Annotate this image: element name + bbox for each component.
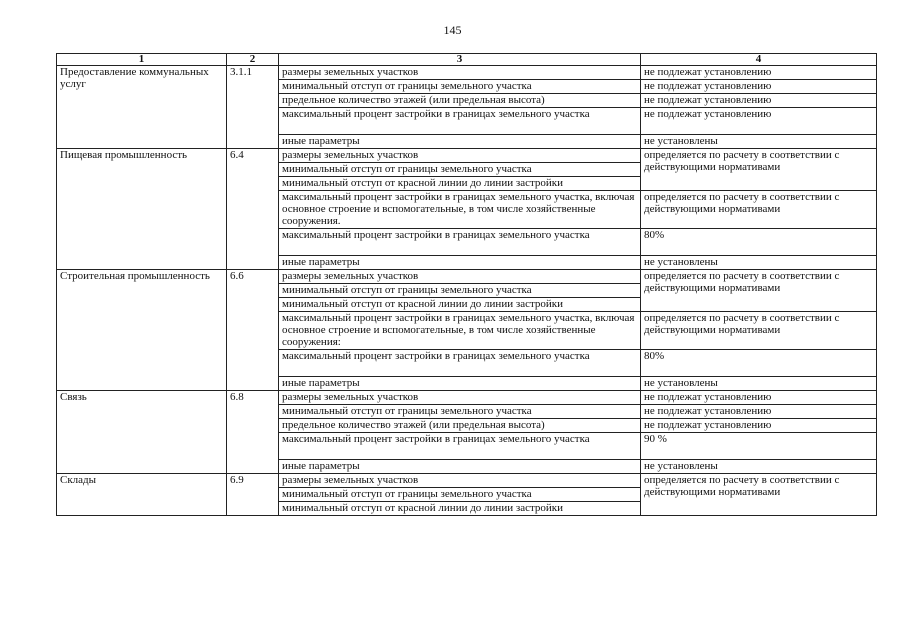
parameter-cell: предельное количество этажей (или предельная высота): [279, 419, 641, 433]
value-cell: определяется по расчету в соответствии с действующими нормативами: [641, 191, 877, 229]
parameter-cell: минимальный отступ от красной линии до линии застройки: [279, 502, 641, 516]
use-type-name: Пищевая промышленность: [57, 149, 227, 270]
header-row: [57, 54, 877, 66]
table-row: [57, 270, 877, 284]
value-cell: не подлежат установлению: [641, 405, 877, 419]
use-type-name: Связь: [57, 391, 227, 474]
parameter-cell: минимальный отступ от границы земельного участка: [279, 80, 641, 94]
parameter-cell: иные параметры: [279, 256, 641, 270]
value-cell: определяется по расчету в соответствии с действующими нормативами: [641, 312, 877, 350]
use-type-code: 6.8: [227, 391, 279, 474]
parameter-cell: иные параметры: [279, 377, 641, 391]
table-row: [57, 66, 877, 80]
value-cell: не подлежат установлению: [641, 419, 877, 433]
value-cell: 80%: [641, 350, 877, 377]
column-header: 3: [279, 54, 641, 66]
parameter-cell: размеры земельных участков: [279, 270, 641, 284]
parameter-cell: размеры земельных участков: [279, 66, 641, 80]
value-cell: не установлены: [641, 135, 877, 149]
land-use-parameters-table: [56, 53, 877, 516]
column-header: 4: [641, 54, 877, 66]
use-type-name: Строительная промышленность: [57, 270, 227, 391]
parameter-cell: минимальный отступ от границы земельного участка: [279, 488, 641, 502]
parameter-cell: максимальный процент застройки в границах земельного участка, включая основное строение и вспомогательные, в том числе хозяйственные сооружения.: [279, 191, 641, 229]
page-number: 145: [443, 23, 462, 37]
parameter-cell: максимальный процент застройки в границах земельного участка: [279, 350, 641, 377]
parameter-cell: предельное количество этажей (или предельная высота): [279, 94, 641, 108]
parameter-cell: иные параметры: [279, 460, 641, 474]
use-type-code: 3.1.1: [227, 66, 279, 149]
parameter-cell: максимальный процент застройки в границах земельного участка: [279, 229, 641, 256]
parameter-cell: максимальный процент застройки в границах земельного участка, включая основное строение и вспомогательные, в том числе хозяйственные сооружения:: [279, 312, 641, 350]
use-type-name: Предоставление коммунальных услуг: [57, 66, 227, 149]
value-cell: не подлежат установлению: [641, 66, 877, 80]
parameter-cell: минимальный отступ от красной линии до линии застройки: [279, 177, 641, 191]
parameter-cell: максимальный процент застройки в границах земельного участка: [279, 108, 641, 135]
parameter-cell: минимальный отступ от границы земельного участка: [279, 163, 641, 177]
table-row: [57, 391, 877, 405]
parameter-cell: размеры земельных участков: [279, 149, 641, 163]
parameter-cell: иные параметры: [279, 135, 641, 149]
value-cell: 90 %: [641, 433, 877, 460]
column-header: 2: [227, 54, 279, 66]
table-row: [57, 149, 877, 163]
value-cell: не подлежат установлению: [641, 391, 877, 405]
parameter-cell: минимальный отступ от красной линии до линии застройки: [279, 298, 641, 312]
table-row: [57, 474, 877, 488]
use-type-code: 6.9: [227, 474, 279, 516]
parameter-cell: размеры земельных участков: [279, 474, 641, 488]
use-type-name: Склады: [57, 474, 227, 516]
value-cell: не подлежат установлению: [641, 94, 877, 108]
value-cell: не установлены: [641, 460, 877, 474]
value-cell: определяется по расчету в соответствии с действующими нормативами: [641, 474, 877, 516]
value-cell: определяется по расчету в соответствии с действующими нормативами: [641, 270, 877, 312]
parameter-cell: минимальный отступ от границы земельного участка: [279, 284, 641, 298]
parameter-cell: минимальный отступ от границы земельного участка: [279, 405, 641, 419]
column-header: 1: [57, 54, 227, 66]
value-cell: не установлены: [641, 256, 877, 270]
value-cell: не установлены: [641, 377, 877, 391]
value-cell: 80%: [641, 229, 877, 256]
value-cell: определяется по расчету в соответствии с действующими нормативами: [641, 149, 877, 191]
use-type-code: 6.4: [227, 149, 279, 270]
value-cell: не подлежат установлению: [641, 108, 877, 135]
parameter-cell: максимальный процент застройки в границах земельного участка: [279, 433, 641, 460]
value-cell: не подлежат установлению: [641, 80, 877, 94]
use-type-code: 6.6: [227, 270, 279, 391]
parameter-cell: размеры земельных участков: [279, 391, 641, 405]
